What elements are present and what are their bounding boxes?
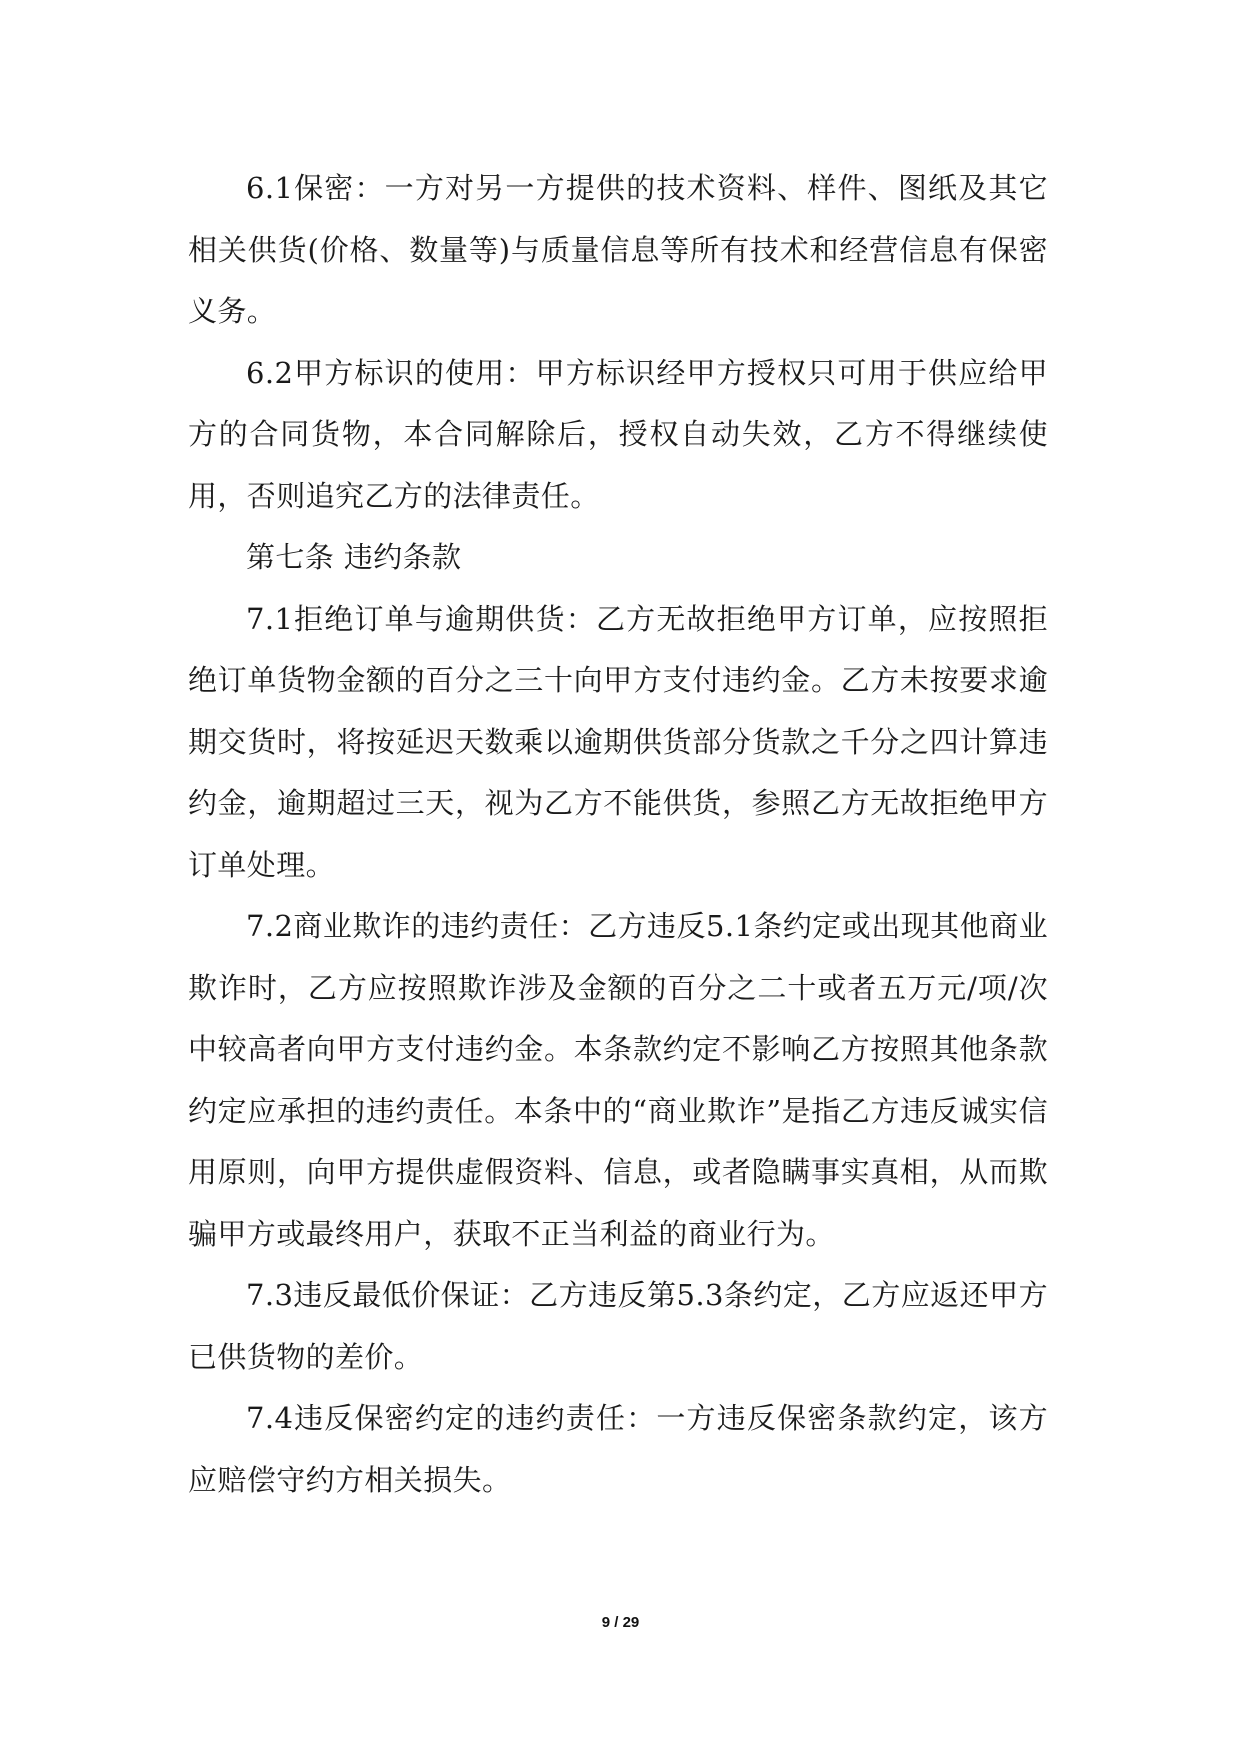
section-heading-article-7: 第七条 违约条款 — [246, 540, 462, 574]
paragraph-lowest-price: 7.3违反最低价保证：乙方违反第5.3条约定，乙方应返还甲方已供货物的差价。 — [188, 1278, 1048, 1374]
page-number: 9 / 29 — [601, 1614, 640, 1631]
paragraph-logo-usage: 6.2甲方标识的使用：甲方标识经甲方授权只可用于供应给甲方的合同货物，本合同解除后，授权自动失效，乙方不得继续使用，否则追究乙方的法律责任。 — [188, 355, 1048, 513]
document-body — [188, 158, 1048, 1511]
paragraph-confidentiality-breach: 7.4违反保密约定的违约责任：一方违反保密条款约定，该方应赔偿守约方相关损失。 — [188, 1401, 1048, 1497]
paragraph-confidentiality: 6.1保密：一方对另一方提供的技术资料、样件、图纸及其它相关供货(价格、数量等)与质量信息等所有技术和经营信息有保密义务。 — [188, 171, 1048, 328]
paragraph-commercial-fraud: 7.2商业欺诈的违约责任：乙方违反5.1条约定或出现其他商业欺诈时，乙方应按照欺诈涉及金额的百分之二十或者五万元/项/次中较高者向甲方支付违约金。本条款约定不影响乙方按照其他条款约定应承担的违约责任。本条中的“商业欺诈”是指乙方违反诚实信用原则，向甲方提供虚假资料、信息，或者隐瞒事实真相，从而欺骗甲方或最终用户，获取不正当利益的商业行为。 — [188, 909, 1048, 1251]
paragraph-order-refusal: 7.1拒绝订单与逾期供货：乙方无故拒绝甲方订单，应按照拒绝订单货物金额的百分之三十向甲方支付违约金。乙方未按要求逾期交货时，将按延迟天数乘以逾期供货部分货款之千分之四计算违约金，逾期超过三天，视为乙方不能供货，参照乙方无故拒绝甲方订单处理。 — [188, 601, 1048, 882]
